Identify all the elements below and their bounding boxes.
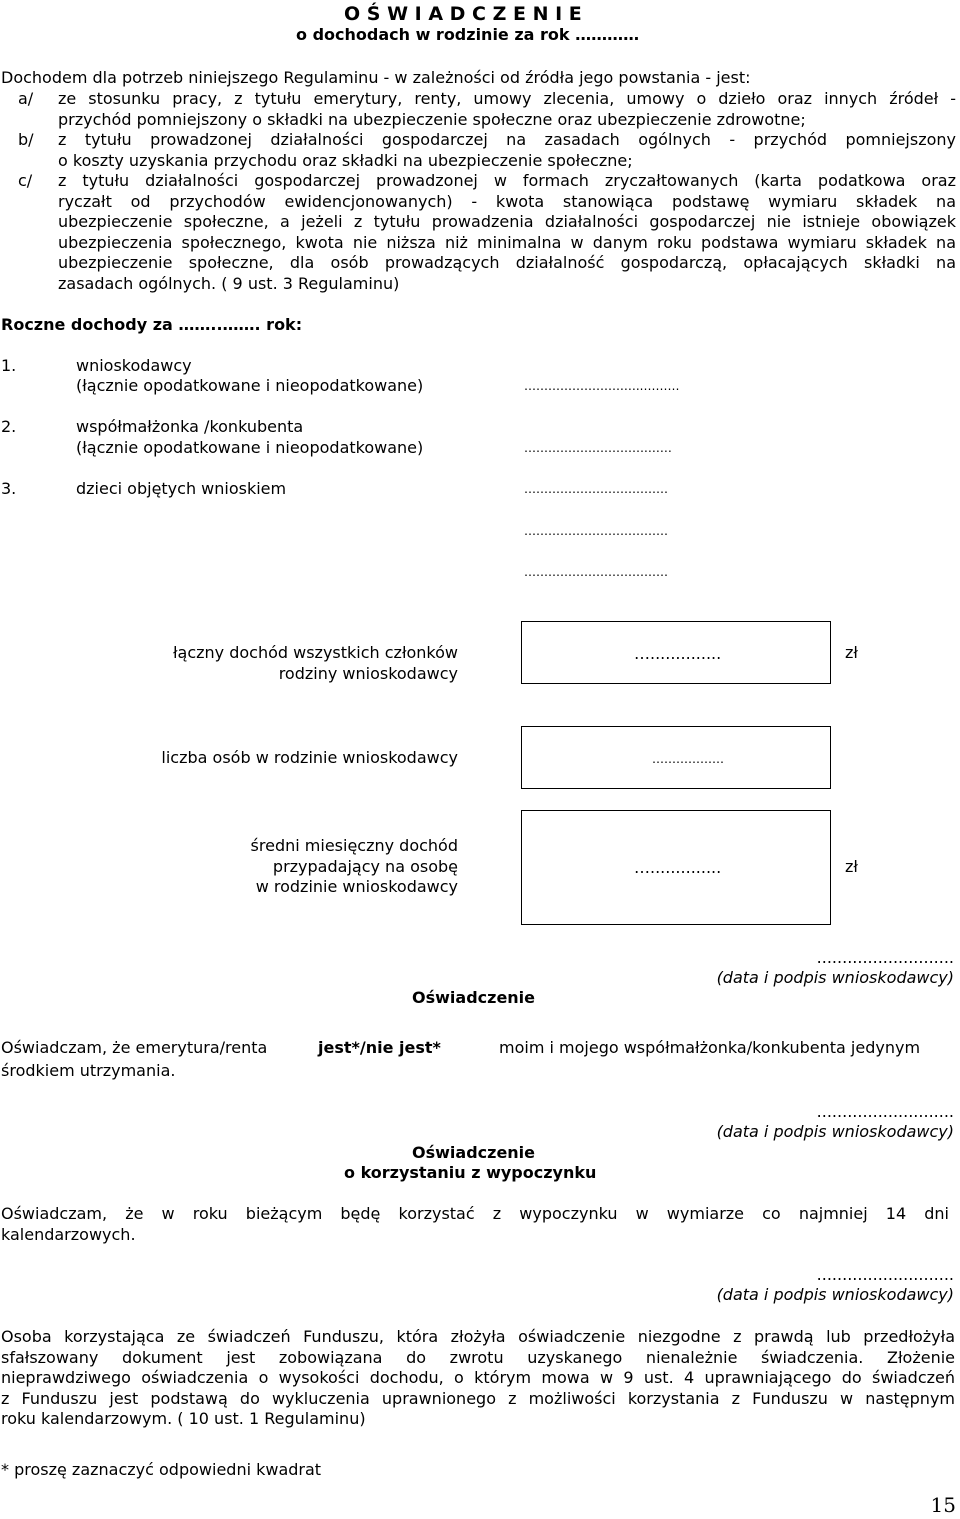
vacation-declaration-line-2: kalendarzowych. (1, 1225, 136, 1244)
row-2-value-field[interactable]: ………………………….…… (524, 441, 672, 455)
item-c-line-1: z tytułu działalności gospodarczej prowadzonej w formach zryczałtowanych (karta podatkowa oraz (58, 171, 956, 190)
document-title: O Ś W I A D C Z E N I E (344, 3, 582, 25)
item-c-line-5: ubezpieczenie społeczne, dla osób prowadzących działalność gospodarczą, opłacających składki na (58, 253, 956, 272)
item-a-line-1: ze stosunku pracy, z tytułu emerytury, renty, umowy zlecenia, umowy o dzieło oraz innych źródeł - (58, 89, 956, 108)
signature-dots-3[interactable]: ........................... (816, 1265, 954, 1284)
total-income-box[interactable] (521, 621, 831, 684)
page-number: 15 (930, 1493, 956, 1517)
signature-caption-1: (data i podpis wnioskodawcy) (716, 968, 954, 987)
declaration-text-a: Oświadczam, że emerytura/renta (1, 1038, 268, 1057)
item-b-line-2: o koszty uzyskania przychodu oraz składki na ubezpieczenie społeczne; (58, 151, 633, 170)
item-marker-b: b/ (18, 130, 34, 149)
row-3-label: dzieci objętych wnioskiem (76, 479, 287, 498)
item-marker-c: c/ (18, 171, 33, 190)
persons-count-value: ……………… (652, 752, 724, 766)
row-2-number: 2. (1, 417, 17, 436)
row-1-number: 1. (1, 356, 17, 375)
persons-count-box[interactable] (521, 726, 831, 789)
total-income-label-1: łączny dochód wszystkich członków (172, 643, 458, 662)
row-3-value-field[interactable]: ……………………………… (524, 482, 668, 496)
persons-count-label: liczba osób w rodzinie wnioskodawcy (161, 748, 458, 767)
average-income-label-2: przypadający na osobę (272, 857, 458, 876)
row-2-sublabel: (łącznie opodatkowane i nieopodatkowane) (76, 438, 424, 457)
warning-line-2: sfałszowany dokument jest zobowiązana do zwrotu uzyskanego nienależnie świadczenia. Złożenie (1, 1348, 955, 1367)
item-c-line-3: ubezpieczenie społeczne, a jeżeli z tytułu prowadzenia działalności gospodarczej nie istnieje obowiązek (58, 212, 956, 231)
average-income-box[interactable] (521, 810, 831, 925)
child-value-field-3[interactable]: ……………………………… (524, 565, 668, 579)
total-income-label-2: rodziny wnioskodawcy (278, 664, 458, 683)
item-c-line-2: ryczałt od przychodów ewidencjonowanych) - kwota stanowiąca podstawę wymiaru składek na (58, 192, 956, 211)
total-income-unit: zł (845, 643, 858, 662)
row-1-label: wnioskodawcy (76, 356, 192, 375)
row-3-number: 3. (1, 479, 17, 498)
item-marker-a: a/ (18, 89, 34, 108)
signature-dots-1[interactable]: ........................... (816, 948, 954, 967)
row-2-label: współmałżonka /konkubenta (76, 417, 304, 436)
vacation-declaration-title: Oświadczenie (412, 1143, 536, 1162)
item-c-line-6: zasadach ogólnych. ( 9 ust. 3 Regulaminu) (58, 274, 400, 293)
average-income-unit: zł (845, 857, 858, 876)
signature-caption-3: (data i podpis wnioskodawcy) (716, 1285, 954, 1304)
footnote: * proszę zaznaczyć odpowiedni kwadrat (1, 1460, 322, 1479)
item-c-line-4: ubezpieczenia społecznego, kwota nie niższa niż minimalna w danym roku podstawa wymiaru składek na (58, 233, 956, 252)
warning-line-1: Osoba korzystająca ze świadczeń Funduszu, która złożyła oświadczenie niezgodne z prawdą lub przedłożyła (1, 1327, 955, 1346)
total-income-value: ….............. (634, 644, 722, 663)
item-a-line-2: przychód pomniejszony o składki na ubezpieczenie społeczne oraz ubezpieczenie zdrowotne; (58, 110, 806, 129)
average-income-label-1: średni miesięczny dochód (250, 836, 458, 855)
warning-line-4: z Funduszu jest podstawą do wykluczenia uprawnionego z możliwości korzystania z Funduszu w następnym (1, 1389, 955, 1408)
vacation-declaration-subtitle: o korzystaniu z wypoczynku (344, 1163, 597, 1182)
warning-line-3: nieprawdziwego oświadczenia o wysokości dochodu, o którym mowa w 9 ust. 4 uprawniającego do świadczeń (1, 1368, 955, 1387)
declaration-text-d: środkiem utrzymania. (1, 1061, 176, 1080)
row-1-sublabel: (łącznie opodatkowane i nieopodatkowane) (76, 376, 424, 395)
annual-income-heading: Roczne dochody za ……..……. rok: (1, 315, 303, 334)
declaration-text-c: moim i mojego współmałżonka/konkubenta jedynym (499, 1038, 921, 1057)
declaration-title: Oświadczenie (412, 988, 536, 1007)
signature-dots-2[interactable]: ........................... (816, 1102, 954, 1121)
item-b-line-1: z tytułu prowadzonej działalności gospodarczej na zasadach ogólnych - przychód pomniejszony (58, 130, 956, 149)
child-value-field-2[interactable]: ……………………………… (524, 524, 668, 538)
row-1-value-field[interactable]: …………………….…..……… (524, 379, 680, 393)
document-subtitle: o dochodach w rodzinie za rok ………… (296, 25, 640, 44)
vacation-declaration-line-1: Oświadczam, że w roku bieżącym będę korzystać z wypoczynku w wymiarze co najmniej 14 dni (1, 1204, 949, 1223)
average-income-label-3: w rodzinie wnioskodawcy (255, 877, 458, 896)
average-income-value: ….............. (634, 858, 722, 877)
intro-text: Dochodem dla potrzeb niniejszego Regulaminu - w zależności od źródła jego powstania - jest: (1, 68, 751, 87)
signature-caption-2: (data i podpis wnioskodawcy) (716, 1122, 954, 1141)
warning-line-5: roku kalendarzowym. ( 10 ust. 1 Regulaminu) (1, 1409, 366, 1428)
declaration-choice[interactable]: jest*/nie jest* (318, 1038, 441, 1057)
